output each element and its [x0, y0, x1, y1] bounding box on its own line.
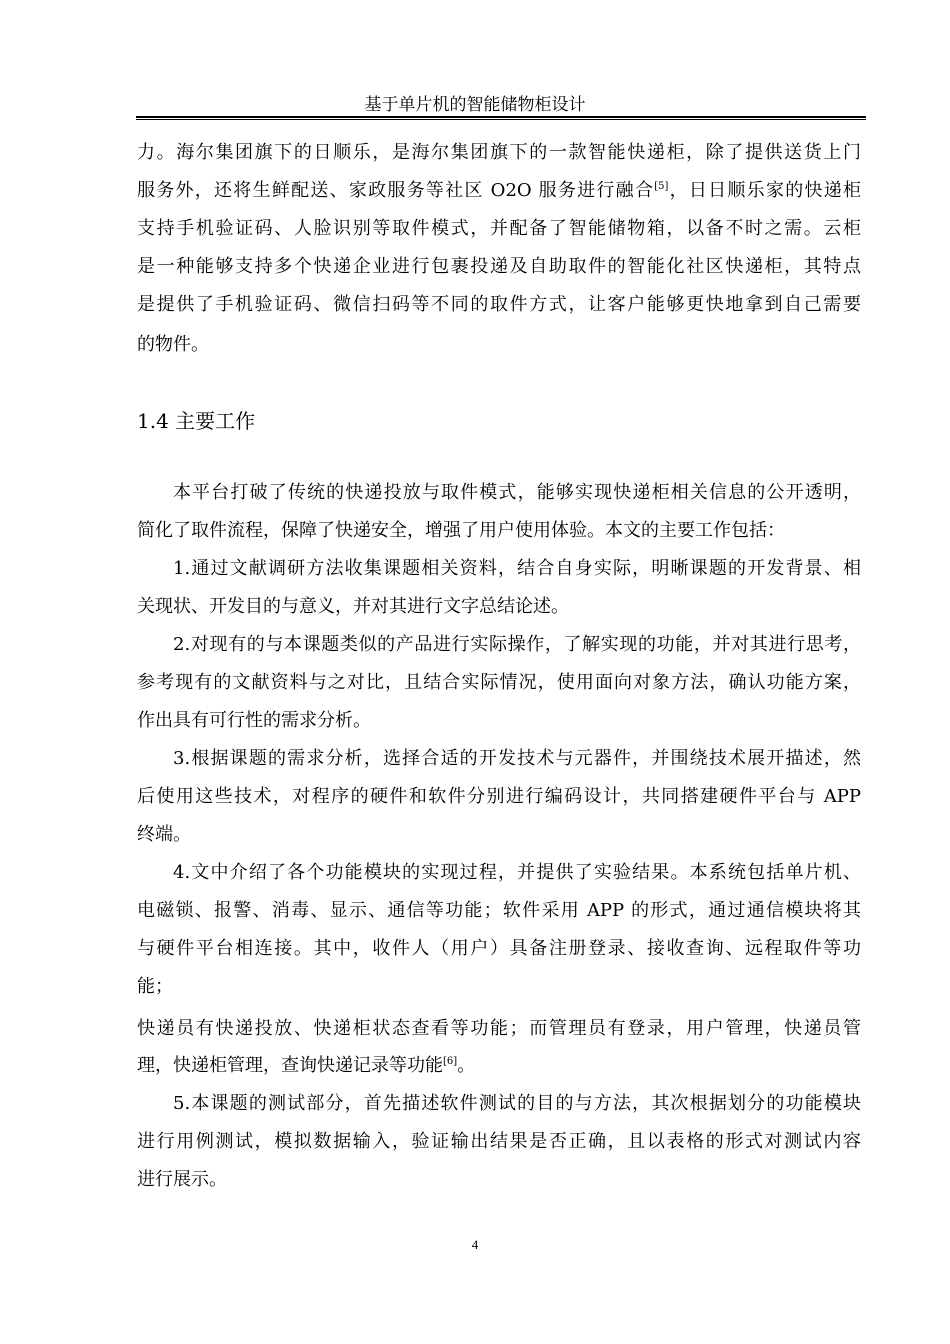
- text-segment: 终端。: [137, 824, 191, 845]
- text-segment: 5.本课题的测试部分，首先描述软件测试的目的与方法，其次根据划分的功能模块: [173, 1093, 861, 1114]
- header-rule-thin: [136, 119, 866, 120]
- text-line: [173, 633, 861, 657]
- text-segment: 电磁锁、报警、消毒、显示、通信等功能；软件采用 APP 的形式，通过通信模块将其: [137, 900, 861, 921]
- text-line: [137, 255, 861, 279]
- text-line: [137, 937, 861, 961]
- text-line: [137, 333, 861, 357]
- text-segment: 快递员有快递投放、快递柜状态查看等功能；而管理员有登录，用户管理，快递员管: [137, 1018, 861, 1039]
- header-rule: [136, 116, 866, 118]
- section-heading: 1.4 主要工作: [137, 409, 256, 433]
- text-segment: 1.通过文献调研方法收集课题相关资料，结合自身实际，明晰课题的开发背景、相: [173, 558, 861, 579]
- text-segment: 作出具有可行性的需求分析。: [137, 710, 371, 731]
- text-line: [137, 217, 861, 241]
- text-line: [137, 785, 861, 809]
- text-line: [137, 671, 861, 695]
- text-segment: 是提供了手机验证码、微信扫码等不同的取件方式，让客户能够更快地拿到自己需要: [137, 294, 861, 315]
- text-segment: 3.根据课题的需求分析，选择合适的开发技术与元器件，并围绕技术展开描述，然: [173, 748, 861, 769]
- citation-superscript: [5]: [654, 181, 669, 192]
- text-line: [173, 747, 861, 771]
- text-segment: 后使用这些技术，对程序的硬件和软件分别进行编码设计，共同搭建硬件平台与 APP: [137, 786, 861, 807]
- text-segment: 进行用例测试，模拟数据输入，验证输出结果是否正确，且以表格的形式对测试内容: [137, 1131, 861, 1152]
- text-line: [137, 1017, 861, 1041]
- text-segment: 理，快递柜管理，查询快递记录等功能: [137, 1055, 443, 1076]
- text-segment: 的物件。: [137, 334, 209, 355]
- text-segment: 进行展示。: [137, 1169, 227, 1190]
- text-segment: 。: [457, 1055, 476, 1076]
- text-line: [137, 709, 861, 733]
- text-line: [137, 1054, 861, 1078]
- text-line: [173, 861, 861, 885]
- text-line: [173, 557, 861, 581]
- text-line: [137, 899, 861, 923]
- text-line: [137, 823, 861, 847]
- text-segment: 服务外，还将生鲜配送、家政服务等社区 O2O 服务进行融合: [137, 180, 655, 201]
- text-segment: 参考现有的文献资料与之对比，且结合实际情况，使用面向对象方法，确认功能方案，: [137, 672, 861, 693]
- text-line: [137, 1168, 861, 1192]
- text-line: [137, 519, 861, 543]
- text-line: [137, 179, 861, 203]
- citation-superscript: [6]: [443, 1056, 458, 1067]
- text-segment: 简化了取件流程，保障了快递安全，增强了用户使用体验。本文的主要工作包括：: [137, 520, 785, 541]
- text-segment: 2.对现有的与本课题类似的产品进行实际操作，了解实现的功能，并对其进行思考，: [173, 634, 861, 655]
- text-segment: 力。海尔集团旗下的日顺乐，是海尔集团旗下的一款智能快递柜，除了提供送货上门: [137, 142, 861, 163]
- text-segment: 是一种能够支持多个快递企业进行包裹投递及自助取件的智能化社区快递柜，其特点: [137, 256, 861, 277]
- text-line: [137, 141, 861, 165]
- text-segment: 支持手机验证码、人脸识别等取件模式，并配备了智能储物箱，以备不时之需。云柜: [137, 218, 861, 239]
- text-segment: 4.文中介绍了各个功能模块的实现过程，并提供了实验结果。本系统包括单片机、: [173, 862, 861, 883]
- text-segment: 能；: [137, 976, 173, 997]
- text-segment: 关现状、开发目的与意义，并对其进行文字总结论述。: [137, 596, 569, 617]
- running-header: 基于单片机的智能储物柜设计: [364, 95, 586, 115]
- text-line: [137, 975, 861, 999]
- text-line: [137, 1130, 861, 1154]
- text-line: [137, 595, 861, 619]
- page-number: 4: [471, 1237, 479, 1252]
- text-line: [173, 1092, 861, 1116]
- text-segment: 本平台打破了传统的快递投放与取件模式，能够实现快递柜相关信息的公开透明，: [173, 482, 861, 503]
- text-line: [137, 293, 861, 317]
- text-line: [173, 481, 861, 505]
- text-segment: 与硬件平台相连接。其中，收件人（用户）具备注册登录、接收查询、远程取件等功: [137, 938, 861, 959]
- text-segment: ，日日顺乐家的快递柜: [668, 180, 861, 201]
